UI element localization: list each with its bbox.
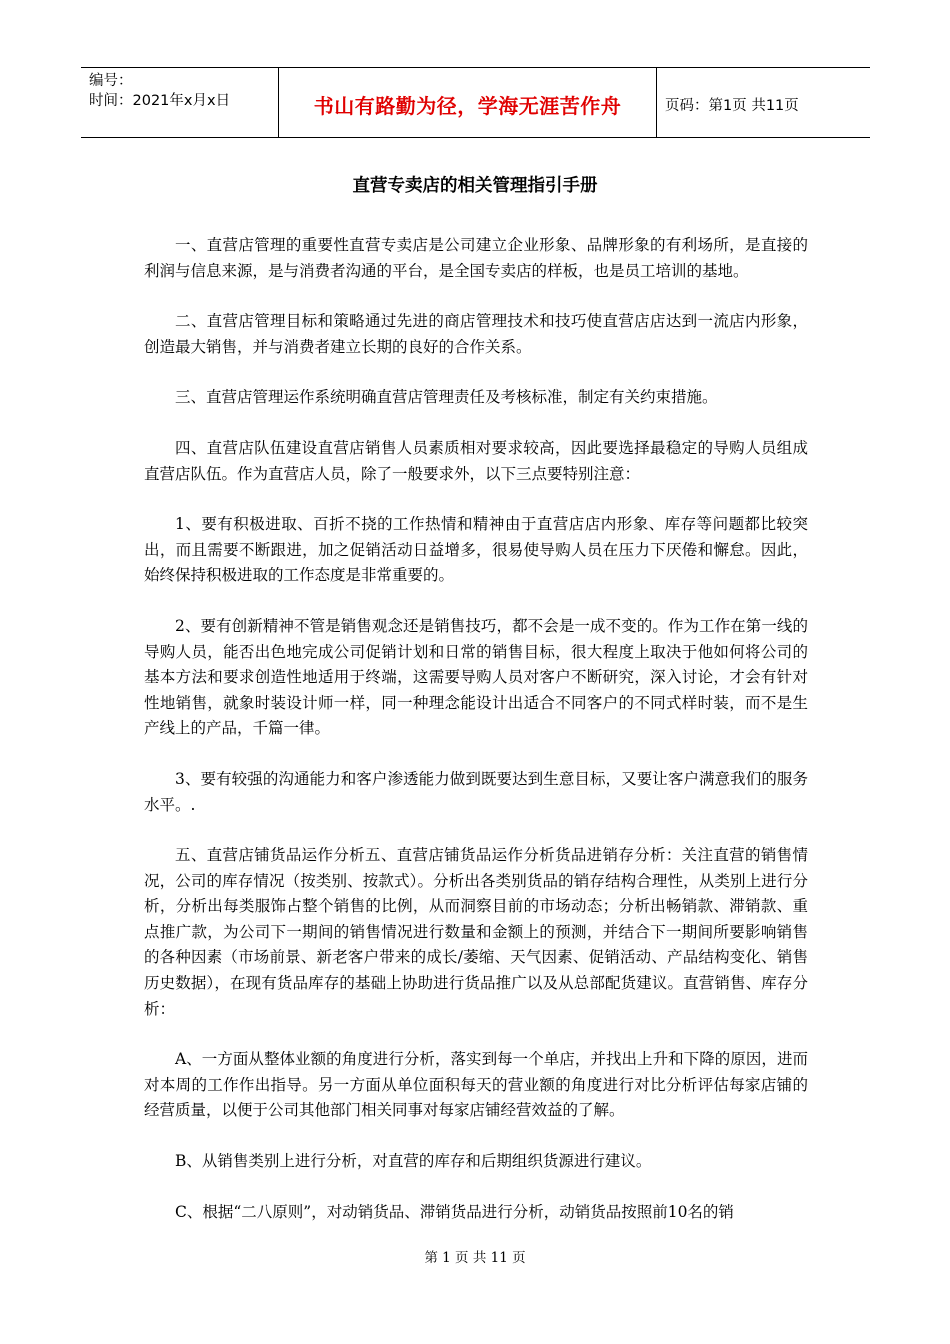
- paragraph-point-2: 2、要有创新精神不管是销售观念还是销售技巧，都不会是一成不变的。作为工作在第一线的导购人员，能否出色地完成公司促销计划和日常的销售目标，很大程度上取决于他如何将公司的基本方法和要求创造性地适用于终端，这需要导购人员对客户不断研究，深入讨论，才会有针对性地销售，就象时装设计师一样，同一种理念能设计出适合不同客户的不同式样时装，而不是生产线上的产品，千篇一律。: [144, 616, 808, 738]
- paragraph-analysis-b: B、从销售类别上进行分析，对直营的库存和后期组织货源进行建议。: [175, 1152, 652, 1171]
- paragraph-operations: 三、直营店管理运作系统明确直营店管理责任及考核标准，制定有关约束措施。: [175, 388, 718, 407]
- paragraph-point-3: 3、要有较强的沟通能力和客户渗透能力做到既要达到生意目标，又要让客户满意我们的服务水平。.: [144, 769, 808, 814]
- page-footer: 第 1 页 共 11 页: [424, 1250, 526, 1266]
- paragraph-team: 四、直营店队伍建设直营店销售人员素质相对要求较高，因此要选择最稳定的导购人员组成直营店队伍。作为直营店人员，除了一般要求外，以下三点要特别注意：: [144, 438, 808, 483]
- header-motto: 书山有路勤为径，学海无涯苦作舟: [313, 94, 622, 118]
- paragraph-point-1: 1、要有积极进取、百折不挠的工作热情和精神由于直营店店内形象、库存等问题都比较突出，而且需要不断跟进，加之促销活动日益增多，很易使导购人员在压力下厌倦和懈怠。因此，始终保持积极进取的工作态度是非常重要的。: [144, 515, 808, 585]
- header-motto-cell: [279, 68, 657, 137]
- header-meta: [81, 68, 279, 137]
- document-number-label: 编号：: [89, 73, 133, 89]
- document-title: 直营专卖店的相关管理指引手册: [352, 176, 598, 196]
- paragraph-analysis-a: A、一方面从整体业额的角度进行分析，落实到每一个单店，并找出上升和下降的原因，进而对本周的工作作出指导。另一方面从单位面积每天的营业额的角度进行对比分析评估每家店铺的经营质量，以便于公司其他部门相关同事对每家店铺经营效益的了解。: [144, 1050, 808, 1120]
- document-body: [144, 233, 808, 1250]
- document-time-label: 时间：2021年x月x日: [89, 93, 231, 109]
- paragraph-goods-analysis: 五、直营店铺货品运作分析五、直营店铺货品运作分析货品进销存分析：关注直营的销售情况，公司的库存情况（按类别、按款式）。分析出各类别货品的销存结构合理性，从类别上进行分析，分析出每类服饰占整个销售的比例，从而洞察目前的市场动态；分析出畅销款、滞销款、重点推广款，为公司下一期间的销售情况进行数量和金额上的预测，并结合下一期间所要影响销售的各种因素（市场前景、新老客户带来的成长/萎缩、天气因素、促销活动、产品结构变化、销售历史数据），在现有货品库存的基础上协助进行货品推广以及从总部配货建议。直营销售、库存分析：: [144, 846, 808, 1018]
- paragraph-goals: 二、直营店管理目标和策略通过先进的商店管理技术和技巧使直营店店达到一流店内形象，创造最大销售，并与消费者建立长期的良好的合作关系。: [144, 312, 808, 356]
- paragraph-importance: 一、直营店管理的重要性直营专卖店是公司建立企业形象、品牌形象的有利场所，是直接的利润与信息来源，是与消费者沟通的平台，是全国专卖店的样板，也是员工培训的基地。: [144, 236, 808, 280]
- paragraph-analysis-c: C、根据“二八原则”，对动销货品、滞销货品进行分析，动销货品按照前10名的销: [175, 1202, 734, 1221]
- page-header: [81, 67, 870, 138]
- header-page-info: 页码：第1页 共11页: [665, 98, 799, 114]
- header-page-info-cell: [657, 68, 870, 137]
